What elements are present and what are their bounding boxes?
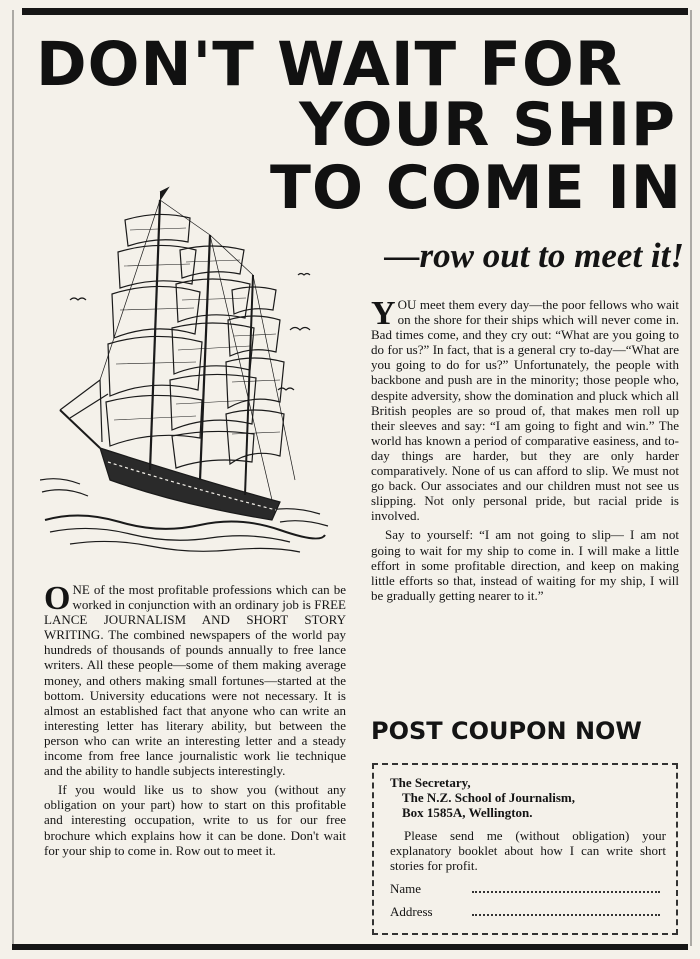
left-paragraph-1 [44,582,346,778]
headline-line-3: TO COME IN [270,153,682,223]
coupon-request-text: Please send me (without obligation) your explanatory booklet about how I can write short stories for profit. [390,828,666,873]
post-coupon-heading: POST COUPON NOW [371,717,642,745]
coupon-form[interactable] [372,763,678,935]
right-paragraph-2: Say to yourself: “I am not going to slip— I am not going to wait for my ship to come in. I will make a little effort in some profitable direction, and keep on making little efforts so that, instead of waiting for my ship, I will be gradually getting nearer to it.” [371,527,679,603]
left-border-rule [12,10,14,946]
right-border-rule [690,10,692,946]
coupon-address-field[interactable] [472,904,660,916]
left-paragraph-2: If you would like us to show you (without any obligation on your part) how to start on this profitable and interesting occupation, write to us for our free brochure which explains how it can be done. Don't wait for your ship to come in. Row out to meet it. [44,782,346,858]
right-paragraph-1-text: OU meet them every day—the poor fellows who wait on the shore for their ships which will never come in. Bad times come, and they cry out: “What are you going to do for us?” In fact, that is a general cry to-day—“What are you going to do for us?” Unfortunately, the people with backbone and push are in the minority; those people who, despite adversity, show the domination and pluck which all British peoples are so proud of, that makes men roll up their sleeves and say: “I am going to fight and win.” The world has known a period of comparative easiness, and to-day things are harder, but they are only harder comparatively. None of us can afford to slip. We must not go back. Our associates and our children must not see us slipping. Not only personal pride, but racial pride is involved. [371,297,679,524]
top-border-rule [22,8,688,15]
coupon-address [390,775,666,820]
coupon-address-row [390,904,666,919]
coupon-name-label: Name [390,881,422,896]
coupon-name-field[interactable] [472,881,660,893]
coupon-address-line-2: The N.Z. School of Journalism, [402,790,575,805]
subheadline: —row out to meet it! [384,236,684,275]
coupon-address-line-3: Box 1585A, Wellington. [402,805,533,820]
coupon-address-label: Address [390,904,433,919]
headline-line-2: YOUR SHIP [299,90,676,160]
right-dropcap: Y [371,295,396,332]
coupon-name-row [390,881,666,896]
right-paragraph-1 [371,297,679,523]
headline-line-1: DON'T WAIT FOR [36,29,623,100]
coupon-address-line-1: The Secretary, [390,775,471,790]
bottom-border-rule [12,944,688,950]
left-dropcap: O [44,580,71,617]
right-column-body [371,297,679,607]
left-paragraph-1-text: NE of the most profitable professions which can be worked in conjunction with an ordinary job is FREE LANCE JOURNALISM AND SHORT STORY WRITING. The combined newspapers of the world pay hundreds of thousands of pounds annually to free lance writers. All these people—some of them making average money, and others making small fortunes—started at the bottom. University educations were not necessary. It is almost an established fact that anyone who can write an interesting letter has literary ability, but between the person who can write an interesting letter and a steady income from free lance journalistic work lie technique and the ability to handle subjects interestingly. [44,582,346,779]
sailing-ship-illustration [40,180,330,560]
left-column-body [44,582,346,862]
